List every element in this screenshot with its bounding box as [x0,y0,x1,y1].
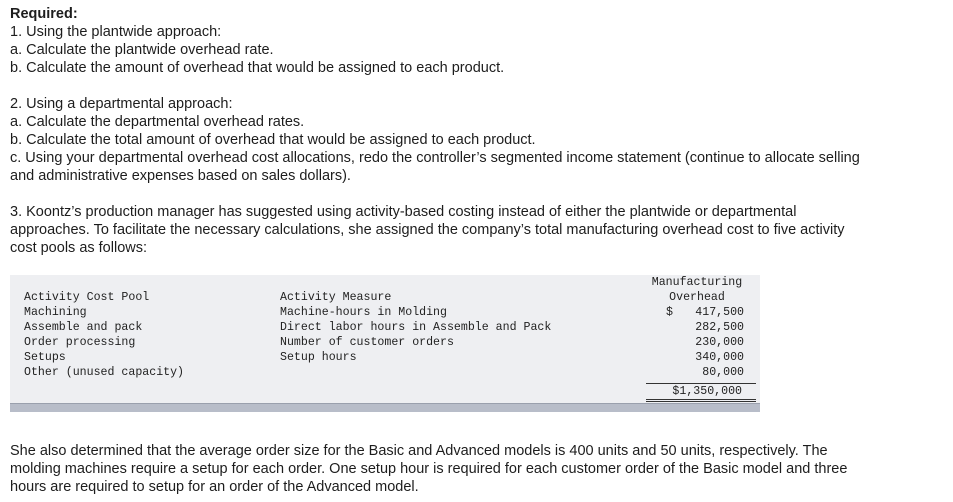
spacer [10,185,945,203]
closing-paragraph [10,442,945,496]
part1-intro: 1. Using the plantwide approach: [10,24,222,40]
part2-b: b. Calculate the total amount of overhead that would be assigned to each product. [10,132,536,148]
measure-cell: Number of customer orders [280,336,454,349]
closing-line3: hours are required to setup for an order of the Advanced model. [10,479,419,495]
part2-c-line2: and administrative expenses based on sales dollars). [10,168,351,184]
total-amount: $1,350,000 [646,383,756,399]
amount-cell: 230,000 [695,336,744,349]
pool-column [24,290,274,380]
currency-symbol: $ [666,306,673,319]
amount-cell: 80,000 [702,366,744,379]
header-overhead-line1: Manufacturing [651,276,743,289]
part2-a: a. Calculate the departmental overhead rates. [10,114,305,130]
closing-line2: molding machines require a setup for each order. One setup hour is required for each customer order of the Basic model and three [10,461,848,477]
overhead-column [636,275,758,402]
pool-cell: Assemble and pack [24,321,143,334]
measure-cell: Machine-hours in Molding [280,306,447,319]
part3-line3: cost pools as follows: [10,240,148,256]
table-footer-bar [10,403,760,412]
part1-b: b. Calculate the amount of overhead that would be assigned to each product. [10,60,505,76]
header-overhead-line2: Overhead [669,291,725,304]
header-pool: Activity Cost Pool [24,291,150,304]
spacer [10,77,945,95]
amount-row [636,305,758,320]
required-heading: Required: [10,6,78,22]
pool-cell: Machining [24,306,87,319]
pool-cell: Order processing [24,336,136,349]
pool-cell: Setups [24,351,66,364]
amount-cell: 282,500 [695,321,744,334]
amount-cell: 340,000 [695,351,744,364]
measure-cell: Direct labor hours in Assemble and Pack [280,321,552,334]
part2-intro: 2. Using a departmental approach: [10,96,233,112]
measure-column [280,290,630,365]
amount-cell: 417,500 [695,306,744,319]
pool-cell: Other (unused capacity) [24,366,185,379]
activity-cost-pool-table [10,275,760,412]
part1-a: a. Calculate the plantwide overhead rate. [10,42,274,58]
document-body [10,5,945,257]
part2-c-line1: c. Using your departmental overhead cost allocations, redo the controller’s segmented income statement (continue to allocate selling [10,150,860,166]
part3-line1: 3. Koontz’s production manager has suggested using activity-based costing instead of either the plantwide or departmental [10,204,797,220]
measure-cell: Setup hours [280,351,357,364]
part3-line2: approaches. To facilitate the necessary calculations, she assigned the company’s total manufacturing overhead cost to five activity [10,222,845,238]
table-body [10,275,760,403]
header-measure: Activity Measure [280,291,392,304]
closing-line1: She also determined that the average order size for the Basic and Advanced models is 400 units and 50 units, respectively. The [10,443,828,459]
total-double-underline [646,399,756,402]
